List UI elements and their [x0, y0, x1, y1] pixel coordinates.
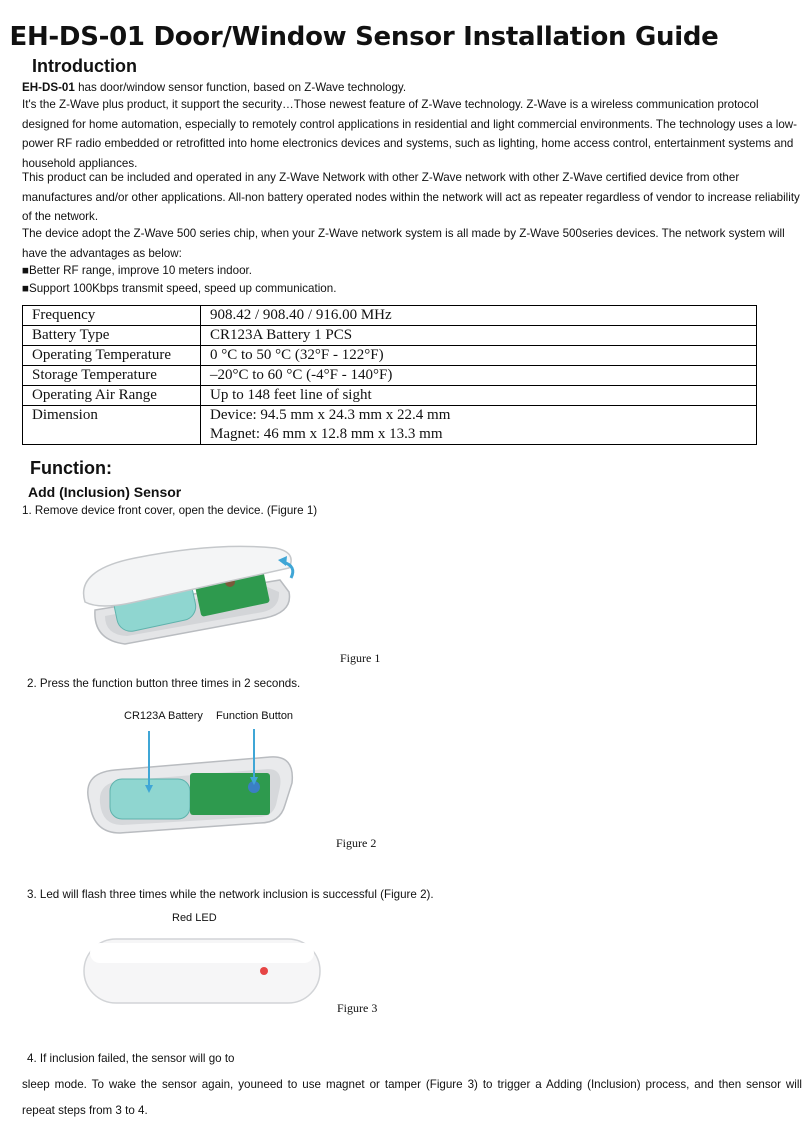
intro-heading: Introduction	[32, 56, 137, 76]
spec-key: Operating Temperature	[23, 346, 201, 366]
spec-row	[23, 406, 757, 445]
intro-paragraph-1: It's the Z-Wave plus product, it support the security…Those newest feature of Z-Wave technology. Z-Wave is a wireless communication protocol designed for home automation, especially to remotely control applications in residential and light commercial environments. The technology uses a low-power RF radio embedded or retrofitted into home electronics devices and systems, such as lighting, home access control, entertainment systems and household appliances.	[22, 98, 798, 170]
label-battery: CR123A Battery	[124, 710, 203, 722]
spec-row	[23, 346, 757, 366]
intro-line1-text: has door/window sensor function, based on Z-Wave technology.	[74, 81, 407, 94]
spec-key: Operating Air Range	[23, 386, 201, 406]
spec-row	[23, 386, 757, 406]
step-4-line-3: repeat steps from 3 to 4.	[22, 1104, 148, 1117]
red-led-icon	[260, 967, 268, 975]
spec-row	[23, 326, 757, 346]
step-3: 3. Led will flash three times while the network inclusion is successful (Figure 2).	[27, 888, 434, 901]
step-4: 4. If inclusion failed, the sensor will go to	[27, 1052, 235, 1065]
spec-value: –20°C to 60 °C (-4°F - 140°F)	[201, 366, 757, 386]
step-2: 2. Press the function button three times in 2 seconds.	[27, 677, 301, 690]
spec-row	[23, 306, 757, 326]
spec-key: Battery Type	[23, 326, 201, 346]
bullet-rf-range: ■Better RF range, improve 10 meters indoor.	[22, 264, 252, 277]
label-function-button: Function Button	[216, 710, 294, 722]
figure-2-caption: Figure 2	[336, 836, 377, 850]
product-name: EH-DS-01	[22, 81, 75, 94]
figure-1-image	[75, 540, 315, 650]
step-1: 1. Remove device front cover, open the device. (Figure 1)	[22, 504, 318, 517]
spec-key: Dimension	[23, 406, 201, 445]
intro-paragraph-2: This product can be included and operated in any Z-Wave Network with other Z-Wave network with other Z-Wave certified device from other manufactures and/or other applications. All-non battery operated nodes within the network will act as repeater regardless of vendor to increase reliability of the network.	[22, 171, 800, 223]
spec-value: 0 °C to 50 °C (32°F - 122°F)	[201, 346, 757, 366]
step-4-line-2: sleep mode. To wake the sensor again, youneed to use magnet or tamper (Figure 3) to trigger a Adding (Inclusion) process, and then sensor will	[22, 1078, 802, 1091]
figure-3-caption: Figure 3	[337, 1001, 378, 1015]
figure-3-image	[80, 935, 325, 1010]
spec-value: Up to 148 feet line of sight	[201, 386, 757, 406]
figure-1-caption: Figure 1	[340, 651, 381, 665]
dimension-device: Device: 94.5 mm x 24.3 mm x 22.4 mm	[210, 407, 451, 423]
dimension-magnet: Magnet: 46 mm x 12.8 mm x 13.3 mm	[210, 426, 443, 442]
spec-value	[201, 406, 757, 445]
spec-value: 908.42 / 908.40 / 916.00 MHz	[201, 306, 757, 326]
figure-2-image	[80, 725, 300, 840]
spec-key: Frequency	[23, 306, 201, 326]
spec-row	[23, 366, 757, 386]
spec-table	[22, 305, 757, 445]
spec-value: CR123A Battery 1 PCS	[201, 326, 757, 346]
function-heading: Function:	[30, 458, 112, 478]
label-red-led: Red LED	[172, 912, 217, 924]
bullet-speed: ■Support 100Kbps transmit speed, speed up communication.	[22, 282, 337, 295]
intro-paragraph-3: The device adopt the Z-Wave 500 series chip, when your Z-Wave network system is all made by Z-Wave 500series devices. The network system will have the advantages as below:	[22, 227, 785, 260]
page-title: EH-DS-01 Door/Window Sensor Installation Guide	[9, 22, 719, 52]
add-inclusion-heading: Add (Inclusion) Sensor	[28, 484, 182, 500]
spec-key: Storage Temperature	[23, 366, 201, 386]
